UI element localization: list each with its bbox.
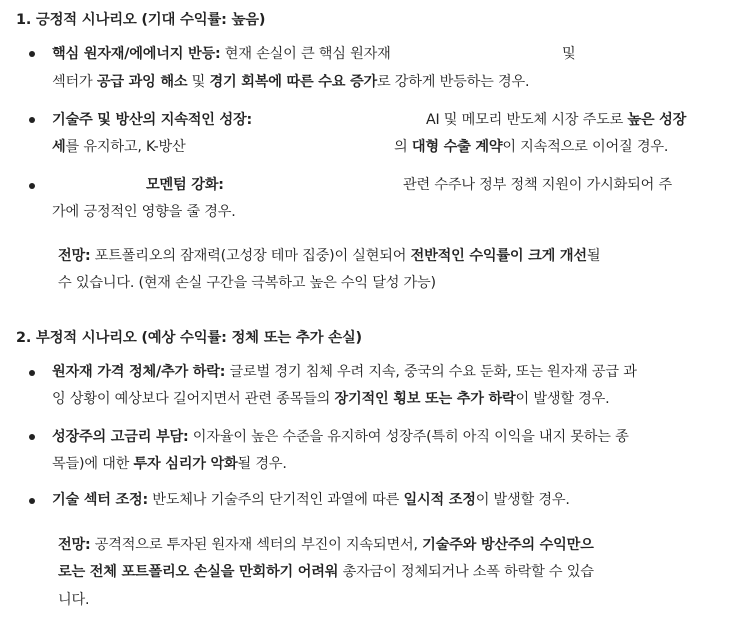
- section1-heading: 1. 긍정적 시나리오 (기대 수익률: 높음): [16, 12, 266, 28]
- s2-outlook-line2: 로는 전체 포트폴리오 손실을 만회하기 어려워 총자금이 정체되거나 소폭 하락할 수 있습: [58, 564, 594, 580]
- bullet-dot: [29, 51, 35, 57]
- bullet-dot: [29, 117, 35, 123]
- s1-item2-line2-b: 의 대형 수출 계약이 지속적으로 이어질 경우.: [394, 139, 669, 155]
- s1-item2-line2-a: 세를 유지하고, K-방산: [52, 139, 186, 155]
- s1-item2-line1-label: 기술주 및 방산의 지속적인 성장:: [52, 112, 252, 128]
- bullet-dot: [29, 370, 35, 376]
- s2-item3-line1: 기술 섹터 조정: 반도체나 기술주의 단기적인 과열에 따른 일시적 조정이 발생할 경우.: [52, 492, 570, 508]
- bullet-dot: [29, 498, 35, 504]
- s2-item2-line2: 목들)에 대한 투자 심리가 악화될 경우.: [52, 456, 287, 472]
- s1-item1-line2: 섹터가 공급 과잉 해소 및 경기 회복에 따른 수요 증가로 강하게 반등하는 경우.: [52, 74, 530, 90]
- bullet-dot: [29, 434, 35, 440]
- s2-outlook-line1: 전망: 공격적으로 투자된 원자재 섹터의 부진이 지속되면서, 기술주와 방산주의 수익만으: [58, 537, 594, 553]
- s2-item2-line1: 성장주의 고금리 부담: 이자율이 높은 수준을 유지하여 성장주(특히 아직 이익을 내지 못하는 종: [52, 429, 629, 445]
- s1-item3-line2: 가에 긍정적인 영향을 줄 경우.: [52, 204, 236, 220]
- s1-item2-line1-text: AI 및 메모리 반도체 시장 주도로 높은 성장: [426, 112, 687, 128]
- bullet-dot: [29, 183, 35, 189]
- s1-item3-line1-label: 모멘텀 강화:: [146, 177, 224, 193]
- s1-outlook-line1: 전망: 포트폴리오의 잠재력(고성장 테마 집중)이 실현되어 전반적인 수익률이 크게 개선될: [58, 248, 601, 264]
- s1-item3-line1-text: 관련 수주나 정부 정책 지원이 가시화되어 주: [403, 177, 672, 193]
- s2-item1-line2: 잉 상황이 예상보다 길어지면서 관련 종목들의 장기적인 횡보 또는 추가 하락이 발생할 경우.: [52, 391, 610, 407]
- s1-item1-line1: 핵심 원자재/에에너지 반등: 현재 손실이 큰 핵심 원자재: [52, 46, 391, 62]
- s2-outlook-line3: 니다.: [58, 592, 90, 608]
- s1-outlook-line2: 수 있습니다. (현재 손실 구간을 극복하고 높은 수익 달성 가능): [58, 275, 436, 291]
- s1-item1-line1-tail: 및: [562, 46, 576, 62]
- section2-heading: 2. 부정적 시나리오 (예상 수익률: 정체 또는 추가 손실): [16, 330, 362, 346]
- s2-item1-line1: 원자재 가격 정체/추가 하락: 글로벌 경기 침체 우려 지속, 중국의 수요 둔화, 또는 원자재 공급 과: [52, 364, 637, 380]
